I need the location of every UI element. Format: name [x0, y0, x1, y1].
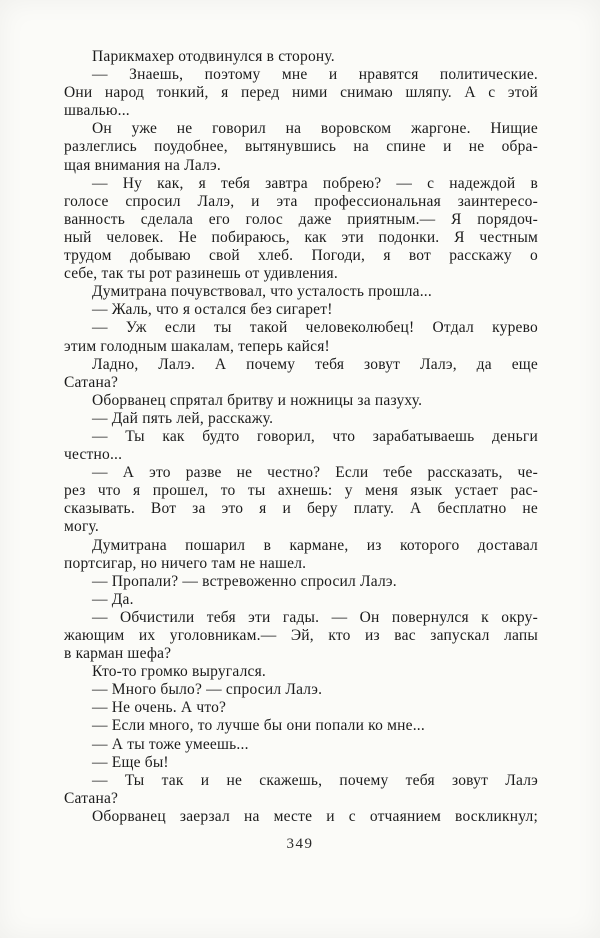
- text-line: в карман шефа?: [64, 645, 172, 663]
- text-line: себе, так ты рот разинешь от удивления.: [64, 265, 338, 283]
- text-line: — Пропали? — встревоженно спросил Лалэ.: [92, 572, 397, 590]
- text-line: могу.: [64, 518, 99, 536]
- text-line: Сатана?: [64, 373, 119, 391]
- text-line: Оборванец спрятал бритву и ножницы за пазуху.: [92, 391, 423, 409]
- text-line: Думитрана почувствовал, что усталость прошла...: [92, 283, 432, 301]
- text-line: сказывать. Вот за это я и беру плату. А бесплатно не: [64, 500, 538, 518]
- text-line: — Знаешь, поэтому мне и нравятся политические.: [92, 66, 538, 84]
- text-line: щая внимания на Лалэ.: [64, 156, 221, 174]
- text-line: — Обчистили тебя эти гады. — Он повернулся к окру-: [92, 608, 538, 626]
- text-line: голосе спросил Лалэ, и эта профессиональная заинтересо-: [64, 192, 538, 210]
- text-line: — Дай пять лей, расскажу.: [92, 409, 274, 427]
- text-line: ванность сделала его голос даже приятным.— Я порядоч-: [64, 210, 538, 228]
- text-line: Сатана?: [64, 789, 119, 807]
- text-line: — Да.: [92, 590, 134, 608]
- text-line: Оборванец заерзал на месте и с отчаянием воскликнул;: [92, 807, 538, 825]
- text-line: — Еще бы!: [92, 753, 169, 771]
- text-line: Он уже не говорил на воровском жаргоне. Нищие: [92, 120, 538, 138]
- text-line: — Ты как будто говорил, что зарабатываешь деньги: [92, 427, 538, 445]
- text-line: Ладно, Лалэ. А почему тебя зовут Лалэ, да еще: [92, 355, 538, 373]
- text-line: — Много было? — спросил Лалэ.: [92, 681, 323, 699]
- text-line: ный человек. Не побираюсь, как эти подонки. Я честным: [64, 228, 538, 246]
- text-line: — А ты тоже умеешь...: [92, 735, 249, 753]
- text-line: Они народ тонкий, я перед ними снимаю шляпу. А с этой: [64, 84, 538, 102]
- text-line: Думитрана пошарил в кармане, из которого доставал: [92, 536, 538, 554]
- text-line: рез что я прошел, то ты ахнешь: у меня язык устает рас-: [64, 482, 538, 500]
- text-line: портсигар, но ничего там не нашел.: [64, 554, 307, 572]
- text-line: честно...: [64, 446, 123, 464]
- text-line: — Уж если ты такой человеколюбец! Отдал курево: [92, 319, 538, 337]
- text-line: жающим их уголовникам.— Эй, кто из вас запускал лапы: [64, 627, 538, 644]
- text-line: — Ты так и не скажешь, почему тебя зовут Лалэ: [92, 771, 538, 789]
- text-line: трудом добываю свой хлеб. Погоди, я вот расскажу о: [64, 247, 538, 265]
- text-line: — Ну как, я тебя завтра побрею? — с надеждой в: [92, 174, 538, 192]
- text-line: разлеглись поудобнее, вытянувшись на спине и не обра-: [64, 138, 538, 156]
- text-line: швалью...: [64, 102, 130, 120]
- text-line: этим голодным шакалам, теперь кайся!: [64, 337, 330, 355]
- text-line: — А это разве не честно? Если тебе рассказать, че-: [92, 464, 538, 482]
- text-line: Парикмахер отодвинулся в сторону.: [92, 48, 335, 65]
- text-line: — Жаль, что я остался без сигарет!: [92, 301, 333, 319]
- text-line: — Если много, то лучше бы они попали ко мне...: [92, 717, 425, 735]
- text-line: — Не очень. А что?: [92, 699, 227, 717]
- page-number: 349: [286, 836, 314, 852]
- text-line: Кто-то громко выругался.: [92, 663, 266, 681]
- text-block: [64, 48, 538, 826]
